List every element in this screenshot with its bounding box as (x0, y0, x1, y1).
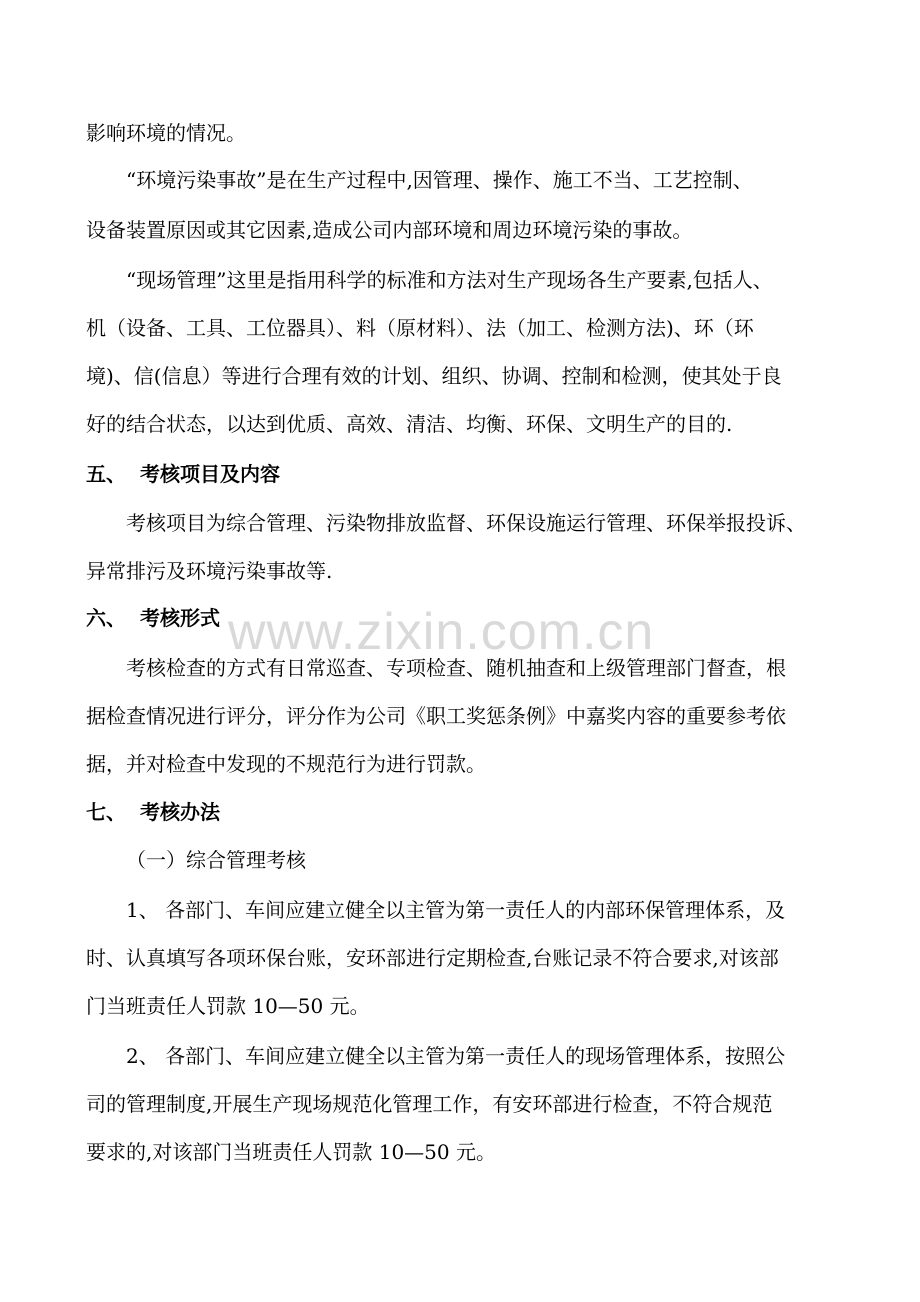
paragraph-line (0, 1082, 920, 1126)
paragraph-line (0, 936, 920, 980)
line-text: 司的管理制度,开展生产现场规范化管理工作，有安环部进行检查，不符合规范 (86, 1092, 773, 1116)
paragraph-line (0, 158, 920, 202)
line-text: 据检查情况进行评分，评分作为公司《职工奖惩条例》中嘉奖内容的重要参考依 (86, 704, 786, 728)
line-text: 异常排污及环境污染事故等. (86, 559, 333, 583)
heading-number: 五、 (86, 462, 126, 486)
line-text: （一）综合管理考核 (126, 848, 306, 872)
paragraph-line (0, 402, 920, 446)
heading-title: 考核项目及内容 (140, 462, 280, 486)
line-text: 好的结合状态，以达到优质、高效、清洁、均衡、环保、文明生产的目的. (86, 412, 733, 436)
heading-title: 考核形式 (140, 606, 220, 630)
paragraph-line (0, 694, 920, 738)
paragraph-line (0, 258, 920, 302)
paragraph-line (0, 1034, 920, 1078)
line-text: “环境污染事故”是在生产过程中,因管理、操作、施工不当、工艺控制、 (126, 168, 753, 192)
paragraph-line (0, 306, 920, 350)
heading-number: 六、 (86, 606, 126, 630)
line-text: 境)、信(信息）等进行合理有效的计划、组织、协调、控制和检测，使其处于良 (86, 364, 782, 388)
line-text: 考核项目为综合管理、污染物排放监督、环保设施运行管理、环保举报投诉、 (126, 511, 806, 535)
section-heading (0, 452, 920, 496)
heading-title: 考核办法 (140, 800, 220, 824)
line-text: “现场管理”这里是指用科学的标准和方法对生产现场各生产要素,包括人、 (126, 268, 773, 292)
paragraph-line (0, 984, 920, 1028)
line-text: 影响环境的情况。 (86, 121, 246, 145)
line-text: 要求的,对该部门当班责任人罚款 10—50 元。 (86, 1140, 496, 1164)
line-text: 考核检查的方式有日常巡查、专项检查、随机抽查和上级管理部门督查，根 (126, 656, 786, 680)
paragraph-line (0, 1130, 920, 1174)
line-text: 1、 各部门、车间应建立健全以主管为第一责任人的内部环保管理体系，及 (126, 898, 786, 922)
paragraph-line (0, 742, 920, 786)
line-text: 门当班责任人罚款 10—50 元。 (86, 994, 370, 1018)
subsection-title (0, 838, 920, 882)
paragraph-line (0, 888, 920, 932)
paragraph-line (0, 354, 920, 398)
paragraph-line (0, 208, 920, 252)
paragraph-line (0, 111, 920, 155)
heading-number: 七、 (86, 800, 126, 824)
watermark-text: www.zixin.com.cn (228, 603, 655, 661)
line-text: 2、 各部门、车间应建立健全以主管为第一责任人的现场管理体系，按照公 (126, 1044, 786, 1068)
paragraph-line (0, 549, 920, 593)
line-text: 设备装置原因或其它因素,造成公司内部环境和周边环境污染的事故。 (86, 218, 693, 242)
line-text: 时、认真填写各项环保台账，安环部进行定期检查,台账记录不符合要求,对该部 (86, 946, 779, 970)
line-text: 据，并对检查中发现的不规范行为进行罚款。 (86, 752, 486, 776)
line-text: 机（设备、工具、工位器具）、料（原材料）、法（加工、检测方法)、环（环 (86, 316, 754, 340)
section-heading (0, 790, 920, 834)
paragraph-line (0, 501, 920, 545)
